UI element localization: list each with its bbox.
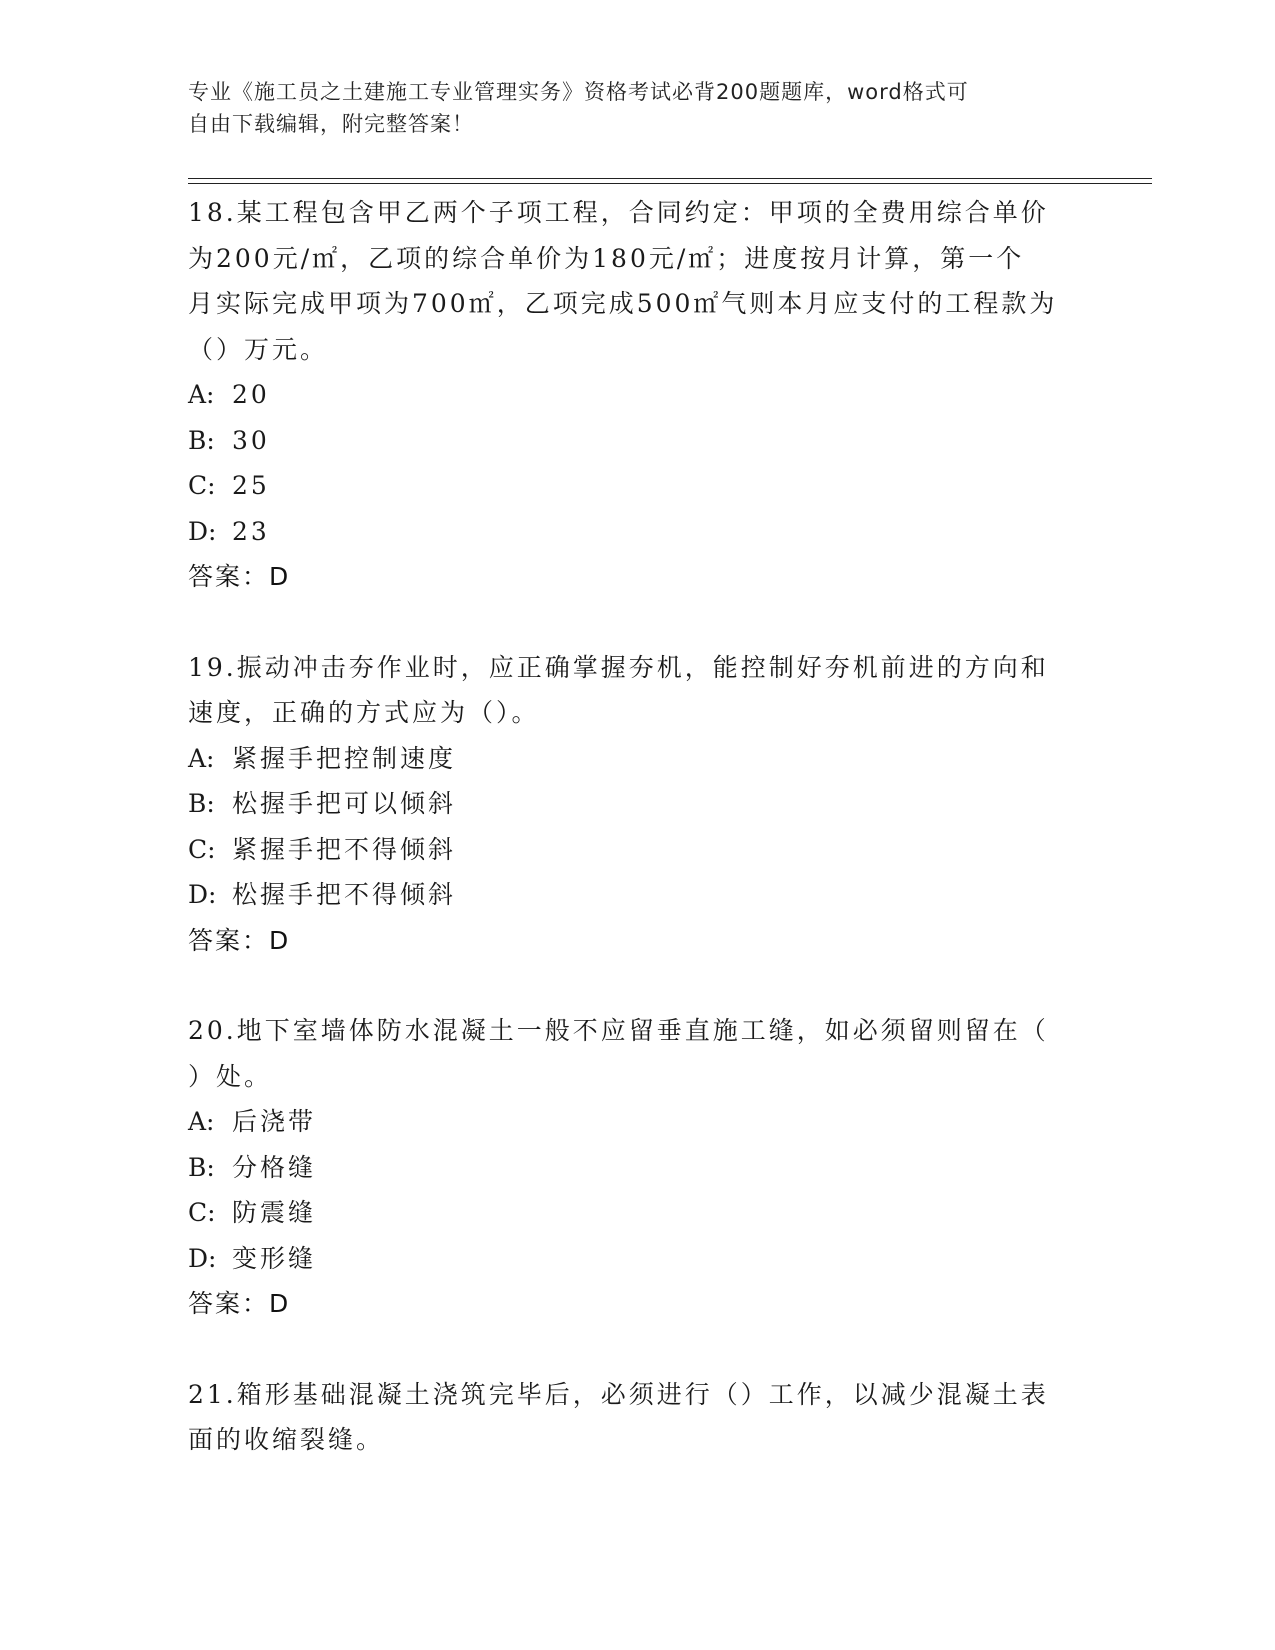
option-label: C: [188,1198,216,1227]
question-text-line: 速度，正确的方式应为（）。 [188,698,540,727]
header-line-1: 专业《施工员之土建施工专业管理实务》资格考试必背200题题库，word格式可 [188,80,969,104]
option-text: 紧握手把不得倾斜 [232,834,457,864]
option-label: C: [188,834,216,864]
spacer [188,600,1088,645]
question-text-line: （）万元。 [188,334,329,364]
question-text-line: 月实际完成甲项为700㎡，乙项完成500㎡气则本月应支付的工程款为 [188,289,1058,318]
option-label: A: [188,743,215,773]
option-text: 20 [232,380,270,409]
option-label: D: [188,516,217,546]
questions-list [188,190,1088,1463]
spacer [188,963,1088,1008]
option-b [188,781,1088,827]
option-a [188,736,1088,782]
option-label: C: [188,471,216,500]
option-d [188,509,1088,555]
option-a [188,372,1088,418]
option-b [188,418,1088,464]
header-divider-bottom [188,183,1152,184]
option-label: B: [188,789,215,818]
spacer [188,1327,1088,1372]
answer-line: 答案：D [188,925,291,955]
option-text: 后浇带 [232,1107,317,1136]
option-c [188,1190,1088,1236]
header-line-2: 自由下载编辑，附完整答案！ [188,112,474,136]
option-label: B: [188,425,215,455]
option-text: 分格缝 [232,1152,317,1182]
option-d [188,1236,1088,1282]
question-text-line: 18.某工程包含甲乙两个子项工程，合同约定：甲项的全费用综合单价 [188,198,1049,227]
option-label: B: [188,1152,215,1182]
option-label: A: [188,380,215,409]
option-text: 松握手把可以倾斜 [232,789,457,818]
question-18 [188,190,1088,600]
question-text-line: ）处。 [188,1061,273,1091]
option-text: 25 [232,471,270,500]
option-text: 30 [232,425,270,455]
question-19 [188,645,1088,964]
option-text: 紧握手把控制速度 [232,743,457,773]
option-a [188,1099,1088,1145]
option-label: D: [188,1243,217,1273]
question-text-line: 21.箱形基础混凝土浇筑完毕后，必须进行（）工作，以减少混凝土表 [188,1379,1049,1409]
option-text: 防震缝 [232,1198,317,1227]
header-divider-top [188,178,1152,179]
answer-line: 答案：D [188,562,291,591]
question-text-line: 20.地下室墙体防水混凝土一般不应留垂直施工缝，如必须留则留在（ [188,1016,1049,1045]
option-c [188,463,1088,509]
question-text-line: 为200元/㎡，乙项的综合单价为180元/㎡；进度按月计算，第一个 [188,243,1025,273]
answer-line: 答案：D [188,1289,291,1318]
question-text-line: 面的收缩裂缝。 [188,1425,385,1454]
question-21 [188,1372,1088,1463]
option-text: 变形缝 [232,1243,317,1273]
option-b [188,1145,1088,1191]
option-c [188,827,1088,873]
document-header [188,76,1068,140]
option-label: A: [188,1107,215,1136]
option-text: 松握手把不得倾斜 [232,880,457,909]
option-label: D: [188,880,217,909]
question-text-line: 19.振动冲击夯作业时，应正确掌握夯机，能控制好夯机前进的方向和 [188,652,1049,682]
option-d [188,872,1088,918]
option-text: 23 [232,516,270,546]
question-20 [188,1008,1088,1327]
